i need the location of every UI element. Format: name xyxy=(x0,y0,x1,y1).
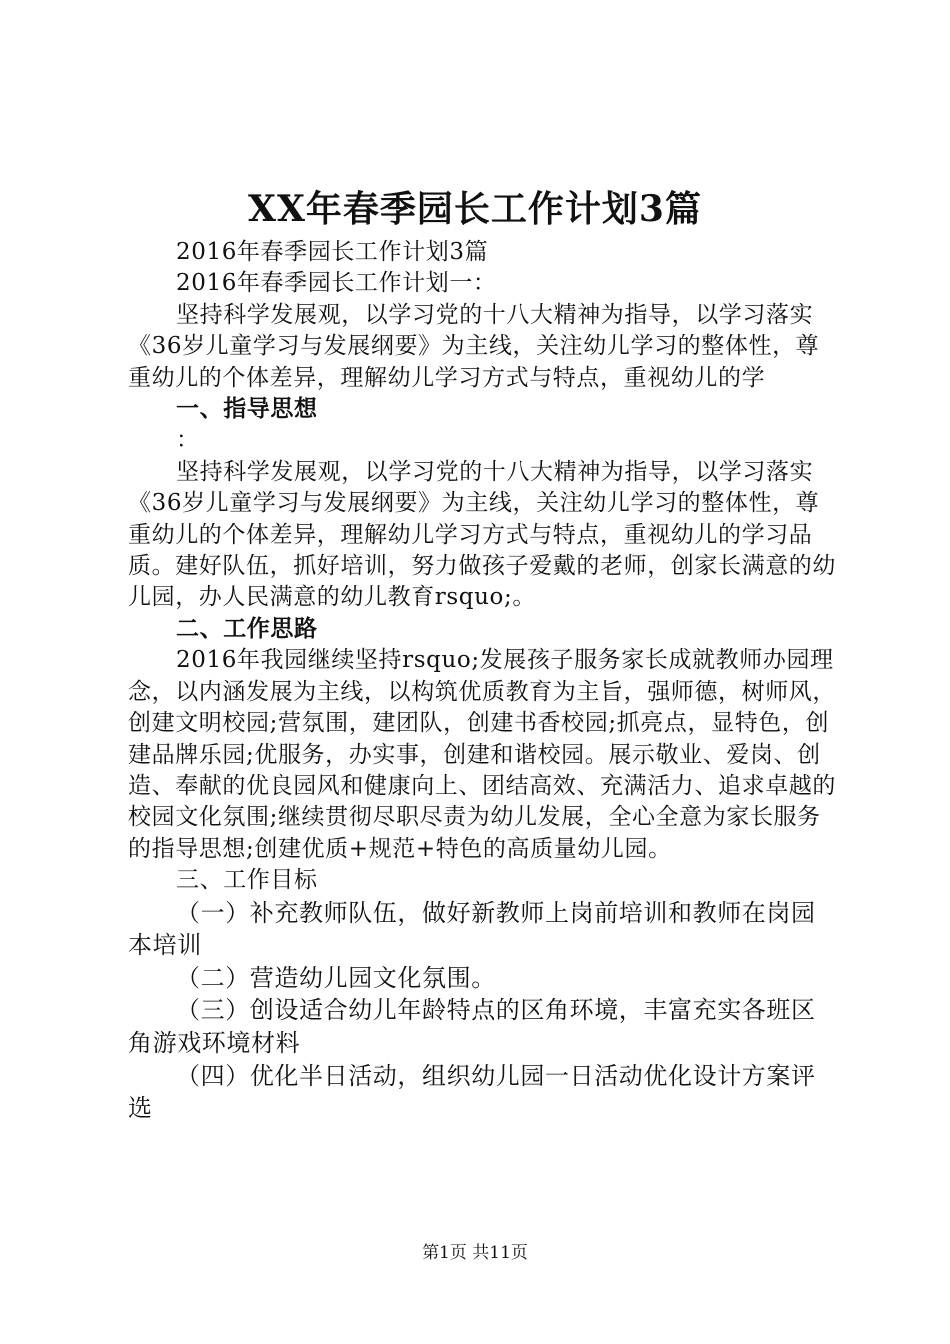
section-heading-work-approach: 二、工作思路 xyxy=(176,615,318,642)
goal-item: （一）补充教师队伍，做好新教师上岗前培训和教师在岗园本培训 xyxy=(128,898,816,960)
paragraph: 2016年我园继续坚持rsquo;发展孩子服务家长成就教师办园理念，以内涵发展为主线，以构筑优质教育为主旨，强师德，树师风，创建文明校园;营氛围，建团队，创建书香校园;抓亮点，显特色，创建品牌乐园;优服务，办实事，创建和谐校园。展示敬业、爱岗、创造、奉献的优良园风和健康向上、团结高效、充满活力、追求卓越的校园文化氛围;继续贯彻尽职尽责为幼儿发展，全心全意为家长服务的指导思想;创建优质+规范+特色的高质量幼儿园。 xyxy=(128,647,836,862)
goal-item: （四）优化半日活动，组织幼儿园一日活动优化设计方案评选 xyxy=(128,1061,816,1123)
paragraph: 坚持科学发展观，以学习党的十八大精神为指导，以学习落实《36岁儿童学习与发展纲要》为主线，关注幼儿学习的整体性，尊重幼儿的个体差异，理解幼儿学习方式与特点，重视幼儿的学习品质。建好队伍，抓好培训，努力做孩子爱戴的老师，创家长满意的幼儿园，办人民满意的幼儿教育rsquo;。 xyxy=(128,458,836,611)
paragraph: ： xyxy=(176,427,200,454)
section-heading-guiding-ideology: 一、指导思想 xyxy=(176,396,318,423)
goal-item: （二）营造幼儿园文化氛围。 xyxy=(176,963,496,992)
paragraph: 坚持科学发展观，以学习党的十八大精神为指导，以学习落实《36岁儿童学习与发展纲要》为主线，关注幼儿学习的整体性，尊重幼儿的个体差异，理解幼儿学习方式与特点，重视幼儿的学 xyxy=(128,301,820,391)
paragraph: 2016年春季园长工作计划一： xyxy=(176,270,497,297)
page-footer: 第1页 共11页 xyxy=(422,1243,528,1263)
document-title: XX年春季园长工作计划3篇 xyxy=(248,188,702,230)
document-body xyxy=(128,237,840,1125)
section-heading-work-goals: 三、工作目标 xyxy=(176,867,318,894)
paragraph: 2016年春季园长工作计划3篇 xyxy=(176,239,489,265)
goal-item: （三）创设适合幼儿年龄特点的区角环境，丰富充实各班区角游戏环境材料 xyxy=(128,996,816,1057)
